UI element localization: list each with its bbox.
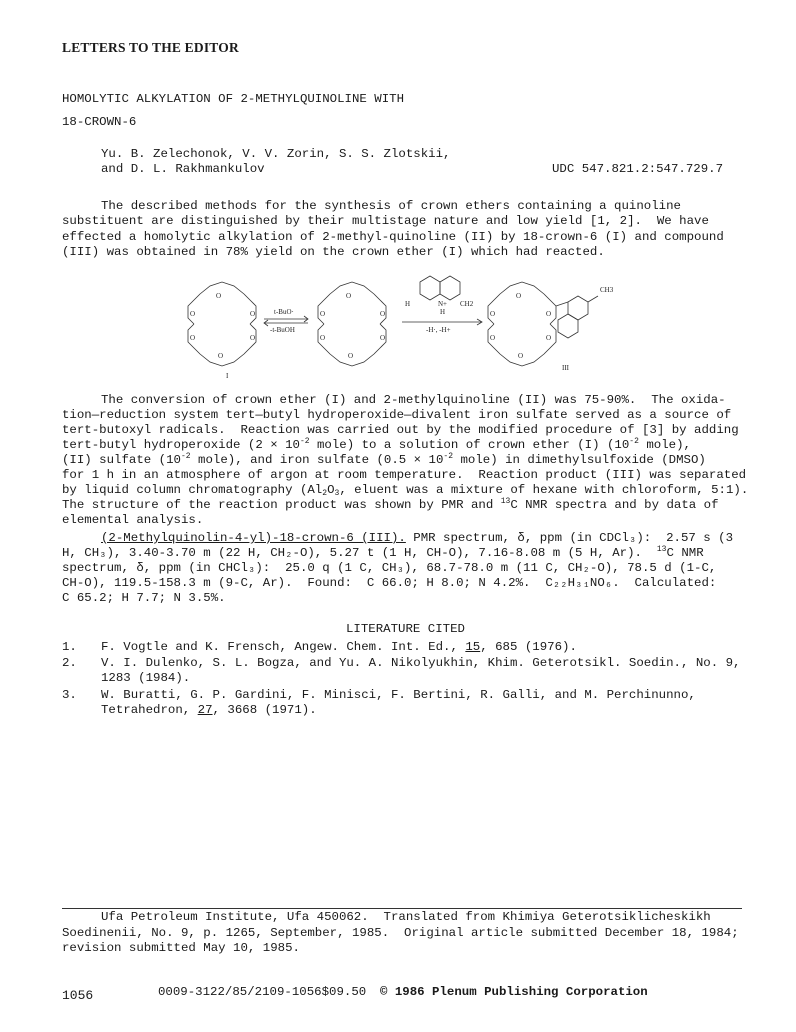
reaction-scheme <box>170 266 640 382</box>
intro-line: The described methods for the synthesis of crown ethers containing a quinoline <box>101 199 681 213</box>
body-line: The conversion of crown ether (I) and 2-methylquinoline (II) was 75-90%. The oxida- <box>101 393 726 407</box>
arrow2-byproduct: -H·, -H+ <box>426 326 451 334</box>
reference-entry: 1283 (1984). <box>101 671 191 685</box>
svg-text:O: O <box>190 334 196 342</box>
quinolinium <box>420 276 460 300</box>
svg-text:CH3: CH3 <box>600 286 614 294</box>
authors-line2: and D. L. Rakhmankulov <box>101 162 265 176</box>
svg-text:O: O <box>218 352 224 360</box>
svg-text:O: O <box>490 334 496 342</box>
compound-name: (2-Methylquinolin-4-yl)-18-crown-6 (III). <box>101 531 406 545</box>
intro-line: (III) was obtained in 78% yield on the crown ether (I) which had reacted. <box>62 245 605 259</box>
body-line: tion—reduction system tert—butyl hydroperoxide—divalent iron sulfate served as a source of <box>62 408 732 422</box>
svg-text:O: O <box>546 334 552 342</box>
intro-line: substituent are distinguished by their multistage nature and low yield [1, 2]. We have <box>62 214 709 228</box>
body-line: elemental analysis. <box>62 513 204 527</box>
svg-text:O: O <box>250 334 256 342</box>
reference-number: 2. <box>62 656 77 670</box>
crown-ether-III <box>488 282 598 366</box>
footnote-line: Soedinenii, No. 9, p. 1265, September, 1985. Original article submitted December 18, 1984; <box>62 926 739 940</box>
footnote-divider <box>62 908 742 909</box>
compound-label-III: III <box>562 364 569 372</box>
section-heading: LETTERS TO THE EDITOR <box>62 40 239 55</box>
body-line: tert-butoxyl radicals. Reaction was carried out by the modified procedure of [3] by adding <box>62 423 739 437</box>
svg-text:O: O <box>320 334 326 342</box>
arrow1-byproduct: -t-BuOH <box>270 326 295 334</box>
svg-text:O: O <box>250 310 256 318</box>
issn-code: 0009-3122/85/2109-1056$09.50 <box>158 985 367 999</box>
svg-text:H: H <box>405 300 411 308</box>
svg-text:CH2: CH2 <box>460 300 474 308</box>
reference-entry: V. I. Dulenko, S. L. Bogza, and Yu. A. Nikolyukhin, Khim. Geterotsikl. Soedin., No. 9, <box>101 656 741 670</box>
svg-text:N+: N+ <box>438 300 448 308</box>
compound-label-I: I <box>226 372 229 380</box>
body-line: tert-butyl hydroperoxide ($2 \times 10^{-2}$ mole) to a solution of crown ether (I) ($10^{-2}$ mole), <box>62 437 691 452</box>
compound-line: H, CH₃), 3.40-3.70 m (22 H, CH₂-O), 5.27 t (1 H, CH-O), 7.16-8.08 m (5 H, Ar). $^{13}$C NMR <box>62 545 704 560</box>
svg-text:O: O <box>348 352 354 360</box>
svg-text:O: O <box>490 310 496 318</box>
reference-entry: Tetrahedron, 27, 3668 (1971). <box>101 703 317 717</box>
reference-entry: W. Buratti, G. P. Gardini, F. Minisci, F. Bertini, R. Galli, and M. Perchinunno, <box>101 688 696 702</box>
svg-text:O: O <box>516 292 522 300</box>
article-title-line2: 18-CROWN-6 <box>62 115 137 129</box>
authors-line1: Yu. B. Zelechonok, V. V. Zorin, S. S. Zlotskii, <box>101 147 451 161</box>
reference-number: 3. <box>62 688 77 702</box>
copyright-notice: © 1986 Plenum Publishing Corporation <box>380 985 648 999</box>
body-line: The structure of the reaction product was shown by PMR and $^{13}$C NMR spectra and by data of <box>62 497 719 512</box>
svg-text:H: H <box>440 308 446 316</box>
body-line: (II) sulfate ($10^{-2}$ mole), and iron sulfate ($0.5 \times 10^{-2}$ mole) in dimethylsulfoxide (DMSO) <box>62 452 706 467</box>
reference-number: 1. <box>62 640 77 654</box>
article-title-line1: HOMOLYTIC ALKYLATION OF 2-METHYLQUINOLINE WITH <box>62 92 405 106</box>
svg-text:O: O <box>190 310 196 318</box>
compound-line: CH-O), 119.5-158.3 m (9-C, Ar). Found: C 66.0; H 8.0; N 4.2%. C₂₂H₃₁NO₆. Calculated: <box>62 576 717 590</box>
intro-line: effected a homolytic alkylation of 2-methyl-quinoline (II) by 18-crown-6 (I) and compound <box>62 230 724 244</box>
udc-code: UDC 547.821.2:547.729.7 <box>552 162 724 176</box>
svg-text:O: O <box>518 352 524 360</box>
svg-text:O: O <box>380 310 386 318</box>
footnote-line: revision submitted May 10, 1985. <box>62 941 300 955</box>
svg-text:O: O <box>346 292 352 300</box>
svg-text:O: O <box>320 310 326 318</box>
arrow1-reagent: t-BuO· <box>274 308 294 316</box>
compound-line: spectrum, δ, ppm (in CHCl₃): 25.0 q (1 C, CH₃), 68.7-78.0 m (11 C, CH₂-O), 78.5 d (1-C, <box>62 561 717 575</box>
page-number: 1056 <box>62 988 94 1003</box>
svg-text:O: O <box>380 334 386 342</box>
literature-heading: LITERATURE CITED <box>346 622 465 636</box>
reference-entry: F. Vogtle and K. Frensch, Angew. Chem. Int. Ed., 15, 685 (1976). <box>101 640 577 654</box>
svg-text:O: O <box>216 292 222 300</box>
footnote-line: Ufa Petroleum Institute, Ufa 450062. Translated from Khimiya Geterotsiklicheskikh <box>101 910 711 924</box>
svg-text:O: O <box>546 310 552 318</box>
compound-line: C 65.2; H 7.7; N 3.5%. <box>62 591 226 605</box>
body-line: by liquid column chromatography ($Al_2O_3$, eluent was a mixture of hexane with chloroform, 5:1). <box>62 483 749 498</box>
compound-line: (2-Methylquinolin-4-yl)-18-crown-6 (III). PMR spectrum, δ, ppm (in CDCl₃): 2.57 s (3 <box>101 531 734 545</box>
body-line: for 1 h in an atmosphere of argon at room temperature. Reaction product (III) was separated <box>62 468 747 482</box>
